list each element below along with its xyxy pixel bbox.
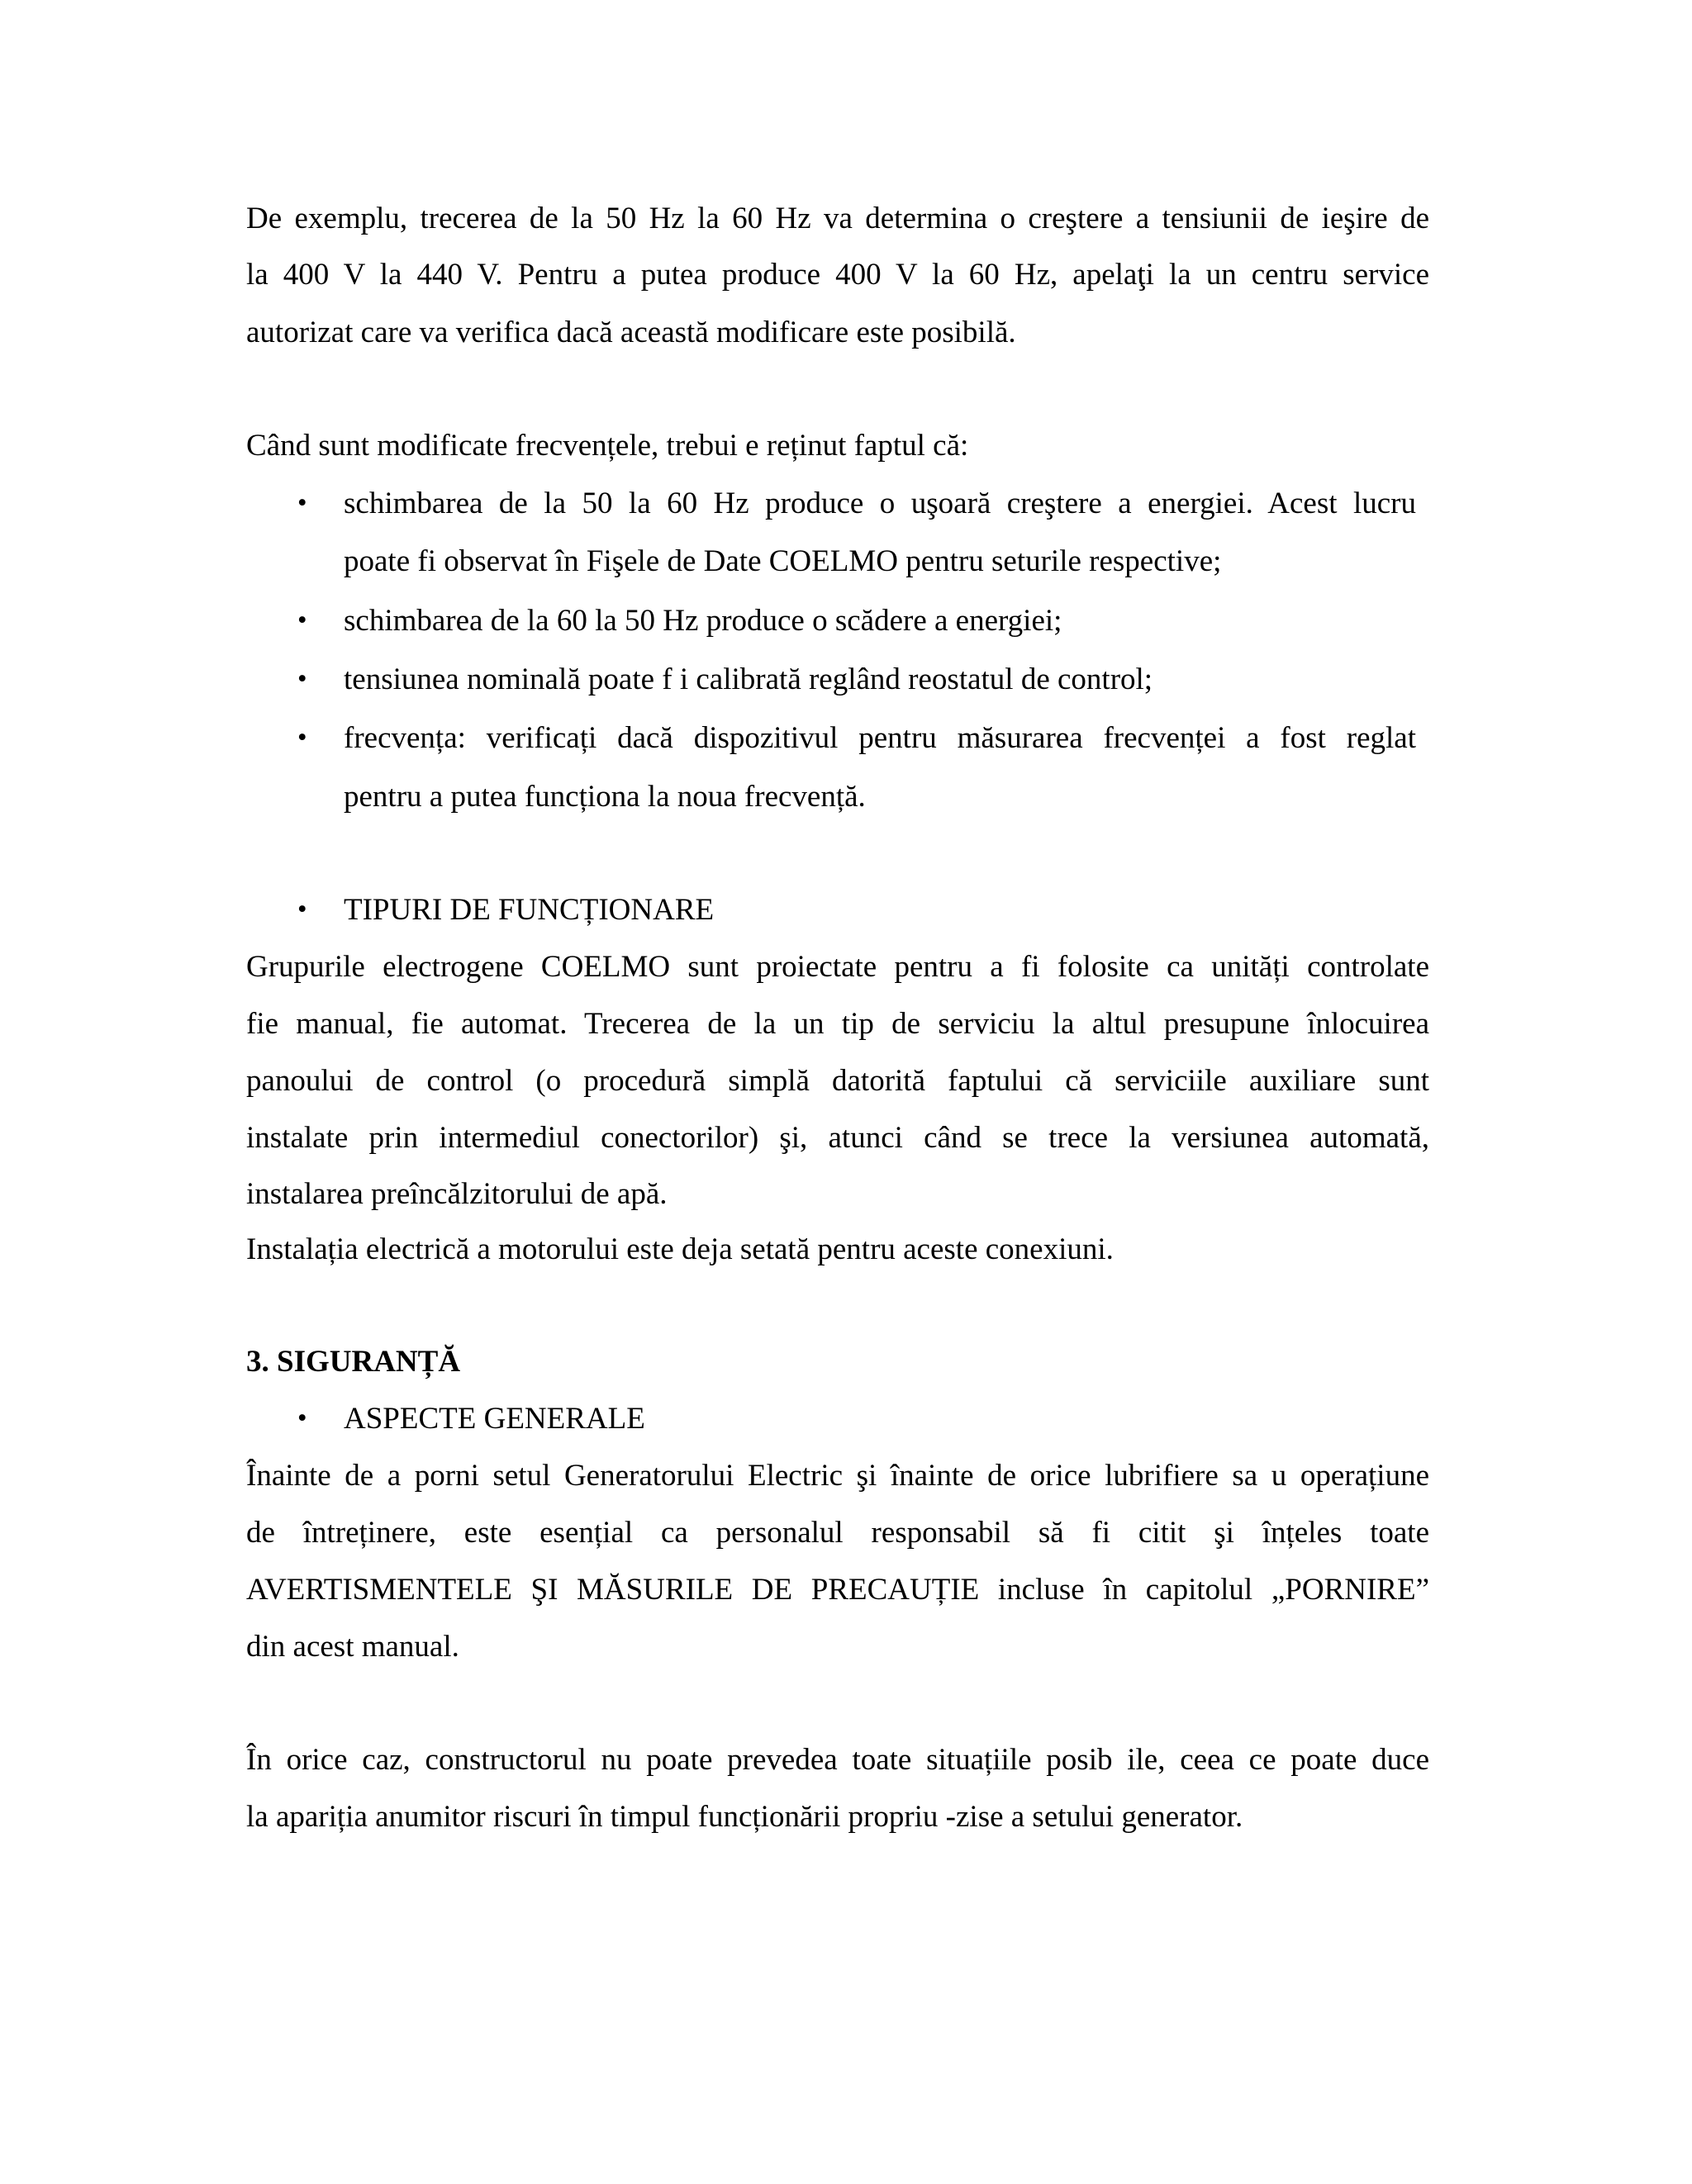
section-heading-safety: 3. SIGURANȚĂ bbox=[246, 1345, 461, 1379]
safety-paragraph-line-1: Înainte de a porni setul Generatorului Electric şi înainte de orice lubrifiere sa u operațiune bbox=[246, 1459, 1429, 1493]
safety-paragraph-line-2: de întreținere, este esențial ca personalul responsabil să fi citit şi înțeles toate bbox=[246, 1516, 1429, 1550]
closing-paragraph-line-2: la apariția anumitor riscuri în timpul funcționării propriu -zise a setului generator. bbox=[246, 1800, 1243, 1834]
operation-last-line: Instalația electrică a motorului este deja setată pentru aceste conexiuni. bbox=[246, 1232, 1114, 1266]
bullet-glyph: • bbox=[297, 1403, 307, 1433]
general-aspects-heading: ASPECTE GENERALE bbox=[344, 1402, 645, 1436]
frequency-intro: Când sunt modificate frecvențele, trebui e reținut faptul că: bbox=[246, 429, 969, 463]
closing-paragraph-line-1: În orice caz, constructorul nu poate prevedea toate situațiile posib ile, ceea ce poate duce bbox=[246, 1743, 1429, 1777]
list-item-4-line-1: frecvența: verificați dacă dispozitivul pentru măsurarea frecvenței a fost reglat bbox=[344, 721, 1416, 755]
bullet-glyph: • bbox=[297, 488, 307, 518]
operation-paragraph-line-2: fie manual, fie automat. Trecerea de la un tip de serviciu la altul presupune înlocuirea bbox=[246, 1007, 1429, 1041]
bullet-glyph: • bbox=[297, 664, 307, 694]
bullet-glyph: • bbox=[297, 723, 307, 753]
operation-paragraph-line-4: instalate prin intermediul conectorilor) şi, atunci când se trece la versiunea automată, bbox=[246, 1121, 1429, 1155]
operation-types-heading: TIPURI DE FUNCȚIONARE bbox=[344, 893, 715, 927]
paragraph-1-line-1: De exemplu, trecerea de la 50 Hz la 60 Hz va determina o creştere a tensiunii de ieşire de bbox=[246, 202, 1429, 235]
bullet-glyph: • bbox=[297, 605, 307, 635]
list-item-4-line-2: pentru a putea funcționa la noua frecvență. bbox=[344, 780, 866, 814]
paragraph-1-line-2: la 400 V la 440 V. Pentru a putea produce 400 V la 60 Hz, apelaţi la un centru service bbox=[246, 258, 1429, 292]
list-item-2: schimbarea de la 60 la 50 Hz produce o scădere a energiei; bbox=[344, 604, 1062, 638]
list-item-1-line-1: schimbarea de la 50 la 60 Hz produce o uşoară creştere a energiei. Acest lucru bbox=[344, 487, 1416, 520]
safety-paragraph-line-4: din acest manual. bbox=[246, 1630, 459, 1664]
list-item-3: tensiunea nominală poate f i calibrată reglând reostatul de control; bbox=[344, 662, 1153, 696]
operation-paragraph-line-1: Grupurile electrogene COELMO sunt proiectate pentru a fi folosite ca unități controlate bbox=[246, 950, 1429, 984]
safety-paragraph-line-3: AVERTISMENTELE ŞI MĂSURILE DE PRECAUȚIE incluse în capitolul „PORNIRE” bbox=[246, 1573, 1429, 1607]
paragraph-1-line-3: autorizat care va verifica dacă această modificare este posibilă. bbox=[246, 316, 1016, 349]
list-item-1-line-2: poate fi observat în Fişele de Date COELMO pentru seturile respective; bbox=[344, 544, 1222, 578]
operation-paragraph-line-5: instalarea preîncălzitorului de apă. bbox=[246, 1177, 668, 1211]
bullet-glyph: • bbox=[297, 895, 307, 924]
operation-paragraph-line-3: panoului de control (o procedură simplă datorită faptului că serviciile auxiliare sunt bbox=[246, 1064, 1429, 1098]
